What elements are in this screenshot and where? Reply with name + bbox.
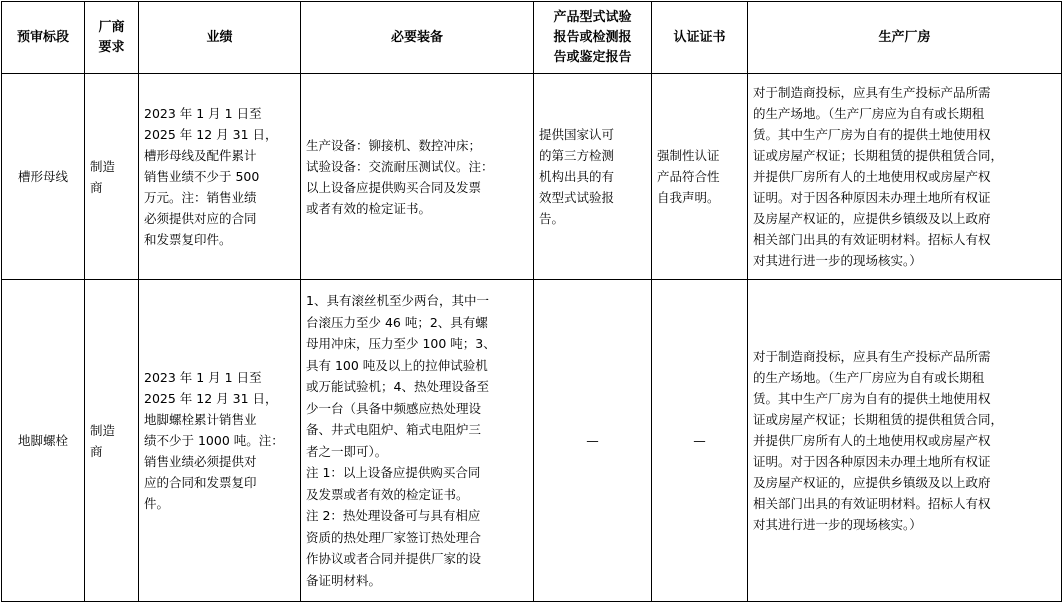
header-report: 产品型式试验 报告或检测报 告或鉴定报告 (534, 2, 652, 74)
qualification-table (1, 1, 1062, 602)
header-vendor: 厂商 要求 (85, 2, 139, 74)
performance-cell: 2023 年 1 月 1 日至 2025 年 12 月 31 日， 地脚螺栓累计销售业 绩不少于 1000 吨。注： 销售业绩必须提供对 应的合同和发票复印 件。 (139, 280, 301, 602)
equipment-cell: 1、具有滚丝机至少两台，其中一 台滚压力至少 46 吨；2、具有螺 母用冲床，压力至少 100 吨；3、 具有 100 吨及以上的拉伸试验机 或万能试验机；4、热处理设备至 少一台（具备中频感应热处理设 备、井式电阻炉、箱式电阻炉三 者之一即可）。 注 1：以上设备应提供购买合同 及发票或者有效的检定证书。 注 2：热处理设备可与具有相应 资质的热处理厂家签订热处理合 作协议或者合同并提供厂家的设 备证明材料。 (301, 280, 534, 602)
certificate-cell: 强制性认证 产品符合性 自我声明。 (652, 74, 748, 280)
report-cell: — (534, 280, 652, 602)
segment-cell: 地脚螺栓 (2, 280, 85, 602)
table-row (2, 280, 1062, 602)
report-cell: 提供国家认可 的第三方检测 机构出具的有 效型式试验报 告。 (534, 74, 652, 280)
factory-cell: 对于制造商投标，应具有生产投标产品所需 的生产场地。（生产厂房应为自有或长期租 赁。其中生产厂房为自有的提供土地使用权 证或房屋产权证；长期租赁的提供租赁合同， 并提供厂房所有人的土地使用权或房屋产权 证明。对于因各种原因未办理土地所有权证 及房屋产权证的，应提供乡镇级及以上政府 相关部门出具的有效证明材料。招标人有权 对其进行进一步的现场核实。） (748, 280, 1062, 602)
header-performance: 业绩 (139, 2, 301, 74)
header-certificate: 认证证书 (652, 2, 748, 74)
vendor-cell: 制造 商 (85, 74, 139, 280)
header-segment: 预审标段 (2, 2, 85, 74)
header-factory: 生产厂房 (748, 2, 1062, 74)
factory-cell: 对于制造商投标，应具有生产投标产品所需 的生产场地。（生产厂房应为自有或长期租 赁。其中生产厂房为自有的提供土地使用权 证或房屋产权证；长期租赁的提供租赁合同， 并提供厂房所有人的土地使用权或房屋产权 证明。对于因各种原因未办理土地所有权证 及房屋产权证的，应提供乡镇级及以上政府 相关部门出具的有效证明材料。招标人有权 对其进行进一步的现场核实。） (748, 74, 1062, 280)
segment-cell: 槽形母线 (2, 74, 85, 280)
header-row (2, 2, 1062, 74)
performance-cell: 2023 年 1 月 1 日至 2025 年 12 月 31 日， 槽形母线及配件累计 销售业绩不少于 500 万元。注：销售业绩 必须提供对应的合同 和发票复印件。 (139, 74, 301, 280)
vendor-cell: 制造 商 (85, 280, 139, 602)
table-row (2, 74, 1062, 280)
certificate-cell: — (652, 280, 748, 602)
equipment-cell: 生产设备：铆接机、数控冲床； 试验设备：交流耐压测试仪。注： 以上设备应提供购买合同及发票 或者有效的检定证书。 (301, 74, 534, 280)
header-equipment: 必要装备 (301, 2, 534, 74)
